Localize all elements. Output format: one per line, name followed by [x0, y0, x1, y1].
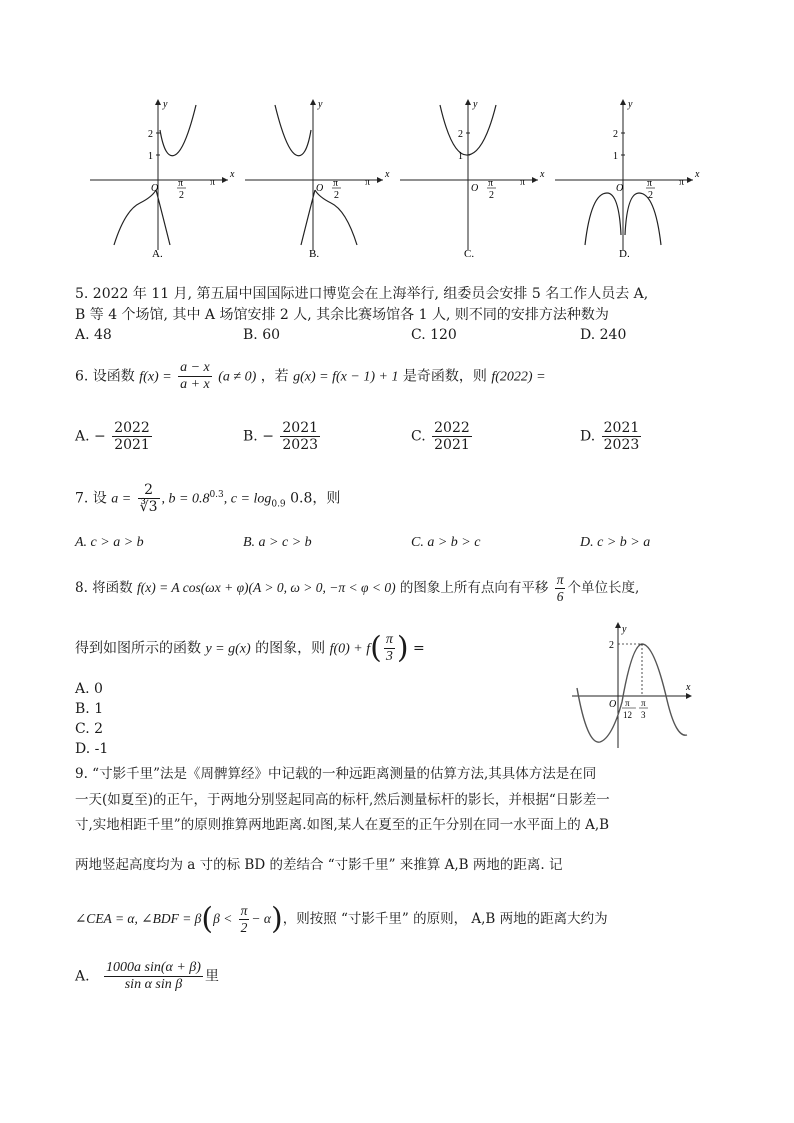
q5-line2: B 等 4 个场馆, 其中 A 场馆安排 2 人, 其余比赛场馆各 1 人, 则不同的安排方法种数为 — [75, 307, 609, 323]
graph-a-tick-1: 1 — [148, 151, 153, 162]
q8-graph-o: O — [609, 699, 617, 710]
q7-stem — [75, 482, 340, 515]
graph-a-pihalf-d: 2 — [179, 190, 184, 201]
q6-b-den: 2023 — [282, 437, 319, 453]
q7-c-tail: 0.8 — [290, 490, 313, 507]
q8-l1a: 8. 将函数 — [75, 580, 133, 596]
graph-b-pi: π — [365, 177, 371, 188]
q6-b-frac — [280, 420, 320, 453]
q8-option-c[interactable]: C. 2 — [75, 721, 104, 737]
q8-l2d: f(0) + f — [329, 641, 371, 657]
q6-a-sign: − — [94, 428, 106, 445]
q6-option-c[interactable] — [411, 420, 474, 453]
q6-cond: (a ≠ 0) — [218, 369, 257, 385]
q7-prefix: 7. 设 — [75, 490, 107, 507]
q6-den: a + x — [180, 377, 210, 392]
graph-c-pihalf-d: 2 — [489, 190, 494, 201]
q6-option-d[interactable] — [580, 420, 643, 453]
q8-graph-x: x — [686, 682, 691, 693]
graph-b-y: y — [318, 99, 323, 110]
q8-shift-frac — [555, 572, 566, 605]
q9-l5-den: 2 — [240, 920, 248, 935]
q8-option-d[interactable]: D. -1 — [75, 741, 109, 757]
q8-l2e: = — [413, 640, 425, 657]
q8-l2a: 得到如图所示的函数 — [75, 640, 201, 657]
q7-option-c[interactable]: C. a > b > c — [411, 535, 481, 550]
graph-c-pi: π — [520, 177, 526, 188]
graph-d-label: D. — [619, 248, 630, 260]
q8-arg-den: 3 — [385, 649, 393, 664]
graph-a-pi: π — [210, 177, 216, 188]
q9-l5-frac — [239, 903, 250, 936]
q7-suffix: ，则 — [312, 490, 341, 507]
q6-d-frac — [602, 420, 642, 453]
q6-num: a − x — [180, 360, 210, 375]
q9-a-frac — [104, 960, 203, 993]
graph-d-tick-1: 1 — [613, 151, 618, 162]
graph-a-tick-2: 2 — [148, 129, 153, 140]
q8-graph-t2d: 3 — [641, 710, 646, 720]
q8-option-b[interactable]: B. 1 — [75, 701, 104, 717]
q7-option-a[interactable]: A. c > a > b — [75, 535, 144, 550]
q8-l1d: 个单位长度, — [567, 580, 640, 596]
q8-graph-t1d: 12 — [623, 710, 632, 720]
graph-d — [555, 99, 700, 260]
q6-ask: f(2022) = — [491, 369, 546, 385]
q7-c-sub: 0.9 — [271, 499, 286, 510]
q6-c-den: 2021 — [434, 437, 470, 453]
q7-a-frac — [138, 482, 160, 515]
q6-b-sign: − — [262, 428, 274, 445]
q6-option-b[interactable] — [243, 420, 322, 453]
q9-l5a: ∠CEA = α, ∠BDF = β — [75, 911, 202, 926]
q7-b-eq: , b = 0.8 — [161, 491, 210, 507]
graph-c-label: C. — [464, 248, 475, 260]
q9-l5c: − α — [251, 911, 271, 926]
graph-d-pihalf-n: π — [647, 178, 653, 189]
q6-a-frac — [112, 420, 152, 453]
q8-l1b: f(x) = A cos(ωx + φ)(A > 0, ω > 0, −π < φ < 0) — [136, 580, 396, 595]
q9-line3: 寸,实地相距千里”的原则推算两地距离.如图,某人在夏至的正午分别在同一水平面上的 A,B — [75, 817, 610, 833]
q7-a-num: 2 — [138, 482, 160, 499]
graph-c-tick-2: 2 — [458, 129, 463, 140]
graph-c-o: O — [471, 183, 479, 194]
q9-a-den: sin α sin β — [124, 977, 183, 992]
q6-d-den: 2023 — [603, 437, 640, 453]
q9-a-num: 1000a sin(α + β) — [106, 960, 201, 975]
q9-l5d: ，则按照 “寸影千里” 的原则， A,B 两地的距离大约为 — [282, 911, 608, 927]
q8-graph — [572, 620, 697, 752]
graph-c-pihalf-n: π — [488, 178, 494, 189]
graph-b — [245, 99, 390, 260]
q8-arg-num: π — [385, 632, 393, 647]
q9-l5b: β < — [213, 911, 233, 926]
q7-a-eq: a = — [111, 491, 132, 507]
q6-stem — [75, 360, 546, 393]
q8-line1 — [75, 572, 639, 605]
q6-b-num: 2021 — [282, 420, 319, 436]
q6-c-num: 2022 — [434, 420, 470, 436]
graph-a-label: A. — [152, 248, 163, 260]
graph-b-x: x — [385, 169, 390, 180]
graph-d-pihalf-d: 2 — [648, 190, 653, 201]
q6-c-frac — [432, 420, 472, 453]
graph-a-pihalf-n: π — [178, 178, 184, 189]
q5-option-c[interactable]: C. 120 — [411, 327, 457, 343]
q6-a-den: 2021 — [114, 437, 150, 453]
q8-line2: 得到如图所示的函数 y = g(x) 的图象，则 f(0) + f( $\frac{\pi}{3}$ ) = — [75, 630, 425, 666]
q9-a-label: A. — [75, 968, 90, 985]
q9-option-a[interactable] — [75, 960, 219, 993]
q9-line5: ∠CEA = α, ∠BDF = β(β < $\frac{\pi}{2}$ − α)，则按照 “寸影千里” 的原则， A,B 两地的距离大约为 — [75, 901, 608, 937]
q9-l5-num: π — [240, 903, 248, 918]
graph-c-tick-1: 1 — [458, 151, 463, 162]
graph-d-pi: π — [679, 177, 685, 188]
graph-c — [400, 99, 545, 260]
q8-graph-y: y — [622, 624, 627, 635]
q6-fx: f(x) = — [139, 369, 172, 385]
q6-mid2: 是奇函数，则 — [402, 368, 487, 385]
q8-graph-t1n: π — [625, 698, 630, 708]
answer-graphs — [82, 95, 712, 265]
graph-b-pihalf-d: 2 — [334, 190, 339, 201]
graph-d-x: x — [695, 169, 700, 180]
q6-prefix: 6. 设函数 — [75, 368, 135, 385]
q7-option-b[interactable]: B. a > c > b — [243, 535, 312, 550]
graph-d-y: y — [628, 99, 633, 110]
q6-option-a[interactable] — [75, 420, 154, 453]
graph-d-tick-2: 2 — [613, 129, 618, 140]
q7-b-exp: 0.3 — [209, 489, 224, 500]
q5-option-a[interactable]: A. 48 — [75, 327, 112, 343]
q8-graph-t2n: π — [641, 698, 646, 708]
q6-c-label: C. — [411, 428, 426, 445]
q7-a-den: ∛3 — [139, 499, 158, 515]
q8-l2b: y = g(x) — [205, 641, 251, 657]
q6-mid: ，若 — [260, 368, 289, 385]
q6-a-num: 2022 — [114, 420, 150, 436]
graph-c-x: x — [540, 169, 545, 180]
q9-line2: 一天(如夏至)的正午，于两地分别竖起同高的标杆,然后测量标杆的影长，并根据“日影差一 — [75, 792, 610, 808]
q6-d-label: D. — [580, 428, 596, 445]
graph-b-label: B. — [309, 248, 320, 260]
q8-l2c: 的图象，则 — [255, 640, 326, 657]
q9-line4: 两地竖起高度均为 a 寸的标 BD 的差结合 “寸影千里” 来推算 A,B 两地的距离. 记 — [75, 857, 563, 873]
q7-option-d[interactable]: D. c > b > a — [580, 535, 651, 550]
q9-line1: 9. “寸影千里”法是《周髀算经》中记载的一种远距离测量的估算方法,其具体方法是在同 — [75, 766, 597, 782]
q6-a-label: A. — [75, 428, 90, 445]
graph-a-o: O — [151, 183, 159, 194]
q5-option-d[interactable]: D. 240 — [580, 327, 627, 343]
graph-a — [90, 99, 235, 260]
q6-gx: g(x) = f(x − 1) + 1 — [293, 369, 399, 385]
q8-option-a[interactable]: A. 0 — [75, 681, 103, 697]
q8-shift-num: π — [556, 572, 564, 587]
q8-graph-two: 2 — [609, 640, 614, 651]
graph-d-o: O — [616, 183, 624, 194]
graph-b-o: O — [316, 183, 324, 194]
q8-arg-frac — [384, 632, 395, 665]
graph-a-y: y — [163, 99, 168, 110]
graph-b-pihalf-n: π — [333, 178, 339, 189]
q6-d-num: 2021 — [603, 420, 640, 436]
graph-c-y: y — [473, 99, 478, 110]
q8-shift-den: 6 — [556, 589, 564, 604]
q7-c-eq: , c = log — [223, 491, 272, 507]
q5-line1: 5. 2022 年 11 月, 第五届中国国际进口博览会在上海举行, 组委员会安排 5 名工作人员去 A, — [75, 286, 649, 302]
q5-option-b[interactable]: B. 60 — [243, 327, 281, 343]
graph-a-x: x — [230, 169, 235, 180]
q8-l1c: 的图象上所有点向有平移 — [399, 580, 549, 596]
q9-a-unit: 里 — [204, 968, 219, 985]
q6-fraction — [178, 360, 212, 393]
q6-b-label: B. — [243, 428, 258, 445]
